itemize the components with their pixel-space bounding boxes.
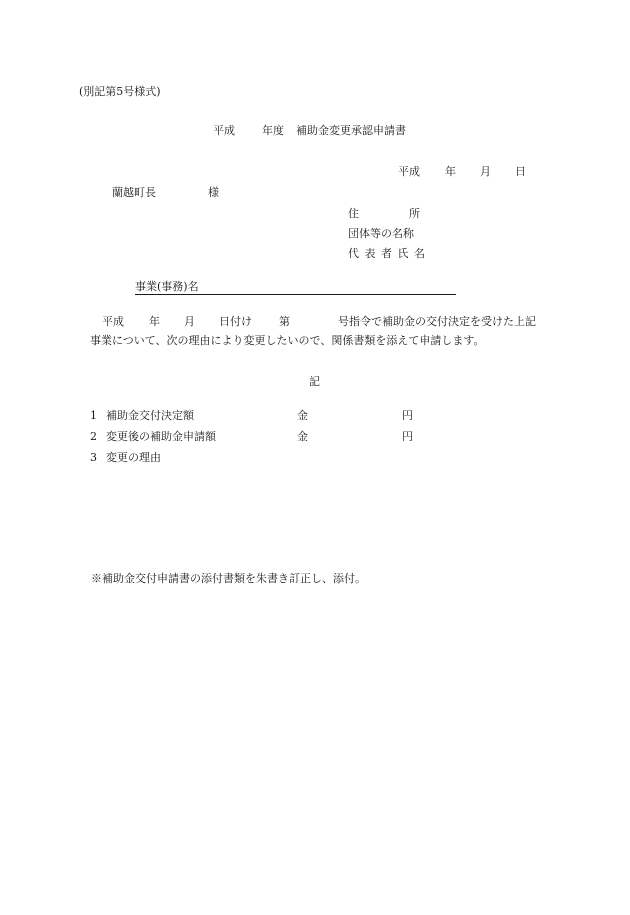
form-id: (別記第5号様式): [79, 85, 161, 98]
body-year: 年: [149, 315, 160, 328]
item-3-label: 変更の理由: [106, 451, 161, 464]
applicant-org: 団体等の名称: [348, 227, 414, 240]
addressee-name: 蘭越町長: [112, 186, 156, 199]
item-2-yen: 円: [402, 430, 413, 443]
date-day: 日: [515, 165, 526, 178]
date-year: 年: [445, 165, 456, 178]
applicant-address: 住 所: [348, 207, 420, 220]
item-2-kin: 金: [297, 430, 308, 443]
body-month: 月: [184, 315, 195, 328]
item-3-num: 3: [90, 451, 97, 464]
body-day: 日付け: [219, 315, 252, 328]
applicant-rep: 代 表 者 氏 名: [348, 247, 426, 260]
addressee-honorific: 様: [208, 186, 219, 199]
item-2-num: 2: [90, 430, 97, 443]
page-title: 補助金変更承認申請書: [296, 124, 406, 137]
title-era: 平成: [213, 124, 235, 137]
item-1-label: 補助金交付決定額: [106, 409, 194, 422]
ki-heading: 記: [309, 375, 320, 388]
date-era: 平成: [398, 165, 420, 178]
body-era: 平成: [102, 315, 124, 328]
project-underline: [135, 294, 456, 295]
project-label: 事業(事務)名: [135, 280, 199, 293]
body-rest: 号指令で補助金の交付決定を受けた上記: [338, 315, 536, 328]
note: ※補助金交付申請書の添付書類を朱書き訂正し、添付。: [91, 572, 366, 585]
date-month: 月: [480, 165, 491, 178]
title-year-suffix: 年度: [262, 124, 284, 137]
body-no: 第: [279, 315, 290, 328]
body-line-2: 事業について、次の理由により変更したいので、関係書類を添えて申請します。: [90, 334, 485, 347]
item-2-label: 変更後の補助金申請額: [106, 430, 216, 443]
item-1-yen: 円: [402, 409, 413, 422]
item-1-kin: 金: [297, 409, 308, 422]
item-1-num: 1: [90, 409, 97, 422]
